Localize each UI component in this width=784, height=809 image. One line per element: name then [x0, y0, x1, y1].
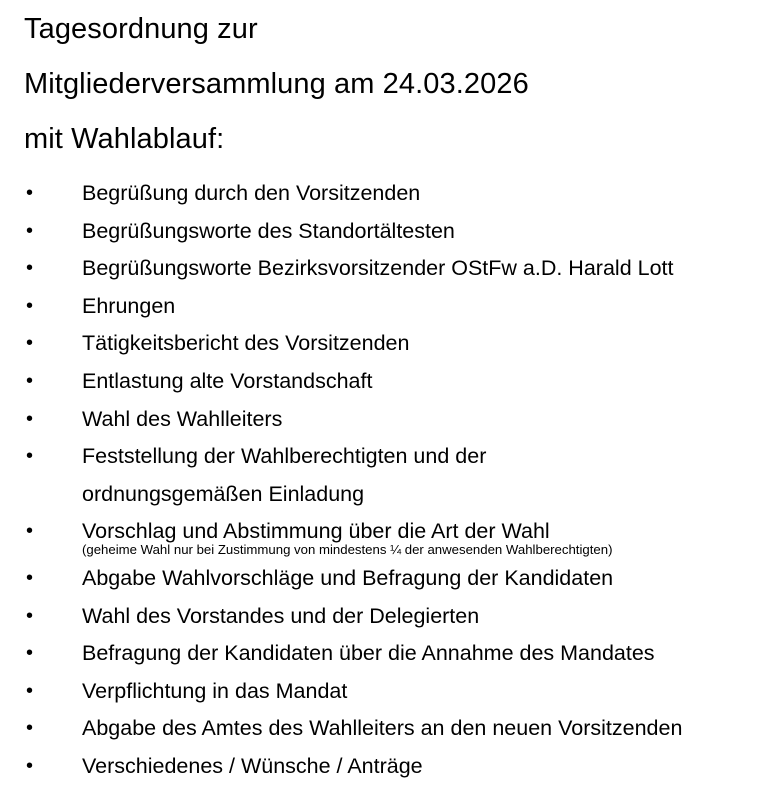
agenda-item-continuation: ordnungsgemäßen Einladung [82, 481, 365, 506]
bullet-icon: • [26, 182, 34, 204]
agenda-item [0, 175, 784, 213]
bullet-icon: • [26, 754, 34, 777]
agenda-item [0, 748, 784, 786]
agenda-item [0, 401, 784, 439]
agenda-item-text: Abgabe Wahlvorschläge und Befragung der Kandidaten [82, 565, 614, 590]
agenda-item [0, 325, 784, 363]
agenda-item-text: Tätigkeitsbericht des Vorsitzenden [82, 331, 410, 356]
agenda-item [0, 635, 784, 673]
agenda-item-note: (geheime Wahl nur bei Zustimmung von mindestens ¼ der anwesenden Wahlberechtigten) [82, 541, 613, 557]
agenda-item-text: Verpflichtung in das Mandat [82, 678, 348, 703]
agenda-item-text: Ehrungen [82, 293, 176, 318]
bullet-icon: • [26, 257, 34, 280]
agenda-item-text: Begrüßung durch den Vorsitzenden [82, 181, 421, 205]
bullet-icon: • [26, 604, 34, 627]
agenda-item-text: Befragung der Kandidaten über die Annahme des Mandates [82, 641, 655, 666]
agenda-item-text: Wahl des Vorstandes und der Delegierten [82, 603, 480, 628]
agenda-item [0, 363, 784, 401]
bullet-icon: • [26, 332, 34, 355]
bullet-icon: • [26, 717, 34, 740]
agenda-item [0, 710, 784, 748]
title-line: Mitgliederversammlung am 24.03.2026 [24, 68, 529, 100]
agenda-item-text: Wahl des Wahlleiters [82, 406, 283, 431]
agenda-item-text: Begrüßungsworte des Standortältesten [82, 218, 455, 243]
agenda-item [0, 513, 784, 560]
agenda-item-text: Vorschlag und Abstimmung über die Art der Wahl [82, 519, 550, 544]
bullet-icon: • [26, 445, 34, 468]
agenda-item [0, 213, 784, 251]
agenda-list [0, 175, 784, 786]
agenda-item [0, 250, 784, 288]
title-line: Tagesordnung zur [24, 13, 258, 45]
agenda-item-text: Entlastung alte Vorstandschaft [82, 368, 373, 393]
agenda-item [0, 438, 784, 513]
agenda-item-text: Verschiedenes / Wünsche / Anträge [82, 753, 423, 778]
bullet-icon: • [26, 642, 34, 665]
document-title [24, 2, 529, 167]
agenda-item-text: Begrüßungsworte Bezirksvorsitzender OStFw a.D. Harald Lott [82, 256, 674, 281]
agenda-item-text: Abgabe des Amtes des Wahlleiters an den neuen Vorsitzenden [82, 716, 683, 741]
bullet-icon: • [26, 219, 34, 242]
bullet-icon: • [26, 407, 34, 430]
agenda-item [0, 288, 784, 326]
bullet-icon: • [26, 369, 34, 392]
bullet-icon: • [26, 566, 34, 589]
bullet-icon: • [26, 520, 34, 543]
agenda-item-text: Feststellung der Wahlberechtigten und der [82, 444, 487, 469]
agenda-item [0, 598, 784, 636]
agenda-item [0, 673, 784, 711]
bullet-icon: • [26, 679, 34, 702]
agenda-item [0, 560, 784, 598]
title-line: mit Wahlablauf: [24, 123, 225, 155]
bullet-icon: • [26, 294, 34, 317]
